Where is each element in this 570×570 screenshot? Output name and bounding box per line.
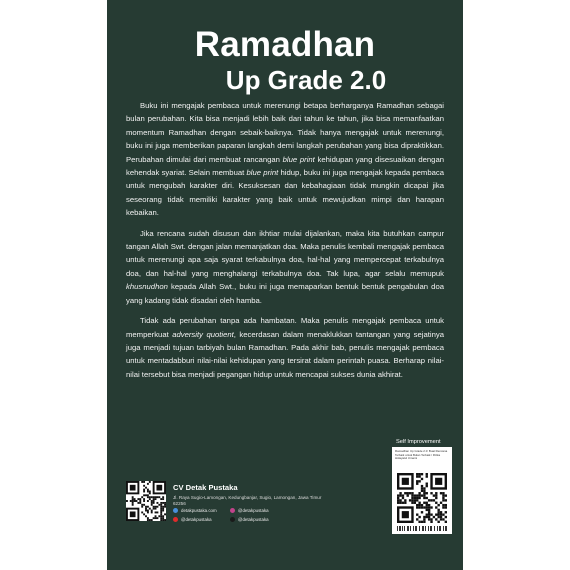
publisher-socials xyxy=(173,506,333,524)
social-item xyxy=(173,517,230,522)
social-item xyxy=(230,517,287,522)
youtube-icon xyxy=(173,517,178,522)
social-item xyxy=(230,508,287,513)
social-row xyxy=(173,506,333,515)
isbn-block xyxy=(392,447,452,534)
social-handle: detakpustaka.com xyxy=(181,508,217,513)
text-run: hidup, buku ini juga mengajak kepada pembaca untuk mengubah karakter diri. Kesuksesan dan kebahagiaan tidak mungkin dicapai jika seseorang tidak memiliki karakter yang baik untuk mewujudkan mimpi dan harapan kebaikan. xyxy=(126,168,444,218)
publisher-name: CV Detak Pustaka xyxy=(173,483,238,492)
book-title xyxy=(107,26,463,96)
text-run: Tidak ada perubahan tanpa ada hambatan. Maka penulis mengajak pembaca untuk memperkuat xyxy=(126,316,444,339)
text-run: , kecerdasan dalam menaklukkan tantangan yang sejatinya juga menjadi tujuan tarbiyah bulan Ramadhan. Pada akhir bab, penulis mengajak pembaca untuk mentadabburi nilai-nilai kehidupan yang tersirat dalam perintah puasa. Berharap nilai-nilai tersebut bisa menjadi pegangan hidup untuk mencapai sukses dunia akhirat. xyxy=(126,329,444,379)
back-cover xyxy=(107,0,463,570)
synopsis-paragraph xyxy=(126,314,444,381)
social-handle: @detakpustaka xyxy=(238,517,269,522)
social-item xyxy=(173,508,230,513)
synopsis-paragraph xyxy=(126,227,444,307)
text-run: kepada Allah Swt., buku ini juga memaparkan bentuk bentuk pengabulan doa yang kadang tidak disadari oleh hamba. xyxy=(126,282,444,305)
italic-term: blue print xyxy=(246,168,279,178)
text-run: kehidupan yang disesuaikan dengan kehendak syariat. Selain membuat xyxy=(126,154,444,178)
publisher-qr-code xyxy=(126,481,166,521)
isbn-description: Ramadhan Up Grade 2.0: Buat Rencana Terbaik untuk Bulan Terbaik / Rizka Hidayatul Umami xyxy=(395,449,448,461)
tiktok-icon xyxy=(230,517,235,522)
instagram-icon xyxy=(230,508,235,513)
publisher-info xyxy=(173,483,323,507)
synopsis xyxy=(126,99,444,388)
text-run: Jika rencana sudah disusun dan ikhtiar mulai dijalankan, maka kita butuhkan campur tangan Allah Swt. dengan jalan memanjatkan doa. Maka penulis kembali mengajak pembaca untuk merenungi apa saja syarat terkabulnya doa, hal-hal yang mempercepat terkabulnya doa, dan hal-hal yang menghalangi terkabulnya doa. Tak lupa, agar selalu memupuk xyxy=(126,228,444,278)
globe-icon xyxy=(173,508,178,513)
social-handle: @detakpustaka xyxy=(181,517,212,522)
title-line-2: Up Grade 2.0 xyxy=(225,65,387,95)
italic-term: khusnudhon xyxy=(126,282,168,292)
publisher-address: Jl. Raya Sugio-Lamongan, Kedungbanjar, Sugio, Lamongan, Jawa Timur 62256 xyxy=(173,495,322,506)
category-label: Self Improvement xyxy=(396,439,441,445)
social-row xyxy=(173,515,333,524)
italic-term: adversity quotient xyxy=(172,329,234,339)
italic-term: blue print xyxy=(282,154,315,164)
barcode-strip xyxy=(395,525,449,532)
text-run: Buku ini mengajak pembaca untuk merenungi betapa berharganya Ramadhan sebagai bulan perubahan. Kita bisa menjadi lebih baik dari tahun ke tahun, jika bisa memanfaatkan momentum Ramadhan dengan sebaik-baiknya. Tidak hanya mengajak untuk merenungi, buku ini juga memberikan paparan langkah demi langkah perubahan yang bisa dipraktikkan. Perubahan dimulai dari membuat rancangan xyxy=(126,101,444,164)
isbn-qr-code xyxy=(397,473,447,523)
synopsis-paragraph xyxy=(126,99,444,220)
title-line-1: Ramadhan xyxy=(194,25,376,64)
social-handle: @detakpustaka xyxy=(238,508,269,513)
